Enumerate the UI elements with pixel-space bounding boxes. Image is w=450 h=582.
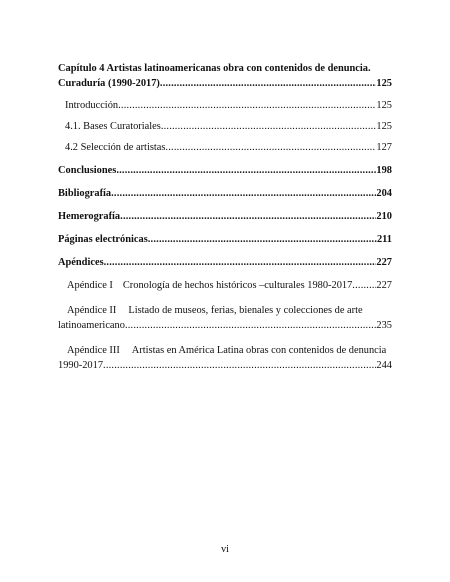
toc-leader-dots xyxy=(104,255,377,270)
toc-page-number: 125 xyxy=(376,100,392,111)
toc-chapter-4-title-line1: Capítulo 4 Artistas latinoamericanas obra con contenidos de denuncia. xyxy=(58,63,371,74)
toc-page-number: 204 xyxy=(376,188,392,199)
toc-page-number: 235 xyxy=(376,320,392,331)
toc-leader-dots xyxy=(352,278,376,293)
toc-entry-apendice-ii[interactable] xyxy=(58,303,392,333)
toc-entry-apendices[interactable] xyxy=(58,255,392,270)
toc-label: 4.2 Selección de artistas xyxy=(65,142,166,153)
toc-label: Conclusiones xyxy=(58,165,117,176)
toc-page-number: 227 xyxy=(376,280,392,291)
toc-label: 4.1. Bases Curatoriales xyxy=(65,121,161,132)
toc-label: Apéndices xyxy=(58,257,104,268)
toc-entry-introduccion[interactable] xyxy=(58,98,392,113)
toc-leader-dots xyxy=(120,209,376,224)
toc-page-number: 198 xyxy=(376,165,392,176)
toc-appendix-tag: Apéndice II xyxy=(67,305,117,316)
toc-appendix-tag: Apéndice I xyxy=(67,280,113,291)
toc-leader-dots xyxy=(118,98,376,113)
toc-page-number: 210 xyxy=(376,211,392,222)
toc-entry-hemerografia[interactable] xyxy=(58,209,392,224)
toc-page-number: 244 xyxy=(376,360,392,371)
page-footer-number: vi xyxy=(220,544,230,555)
toc-appendix-title: Listado de museos, ferias, bienales y colecciones de arte xyxy=(128,305,363,316)
toc-label: Bibliografía xyxy=(58,188,112,199)
toc-leader-dots xyxy=(165,140,376,155)
toc-entry-bases-curatoriales[interactable] xyxy=(58,119,392,134)
toc-leader-dots xyxy=(111,186,376,201)
table-of-contents xyxy=(58,61,392,373)
toc-page-number: 227 xyxy=(376,257,392,268)
toc-appendix-line1 xyxy=(58,343,392,358)
toc-entry-paginas-electronicas[interactable] xyxy=(58,232,392,247)
toc-entry-chapter-4[interactable] xyxy=(58,61,392,91)
toc-leader-dots xyxy=(116,163,376,178)
toc-label: Páginas electrónicas xyxy=(58,234,148,245)
toc-leader-dots xyxy=(161,119,377,134)
toc-entry-apendice-iii[interactable] xyxy=(58,343,392,373)
toc-entry-apendice-i[interactable] xyxy=(58,278,392,293)
toc-leader-dots xyxy=(103,358,376,373)
toc-page-number: 127 xyxy=(376,142,392,153)
toc-label xyxy=(67,278,352,293)
toc-appendix-title: Artistas en América Latina obras con contenidos de denuncia xyxy=(131,345,387,356)
toc-entry-seleccion-artistas[interactable] xyxy=(58,140,392,155)
toc-leader-dots xyxy=(148,232,377,247)
toc-chapter-4-title-line2: Curaduría (1990-2017) xyxy=(58,78,160,89)
toc-appendix-title-line2: 1990-2017 xyxy=(58,360,104,371)
toc-entry-conclusiones[interactable] xyxy=(58,163,392,178)
toc-page-number: 125 xyxy=(376,78,392,89)
toc-entry-bibliografia[interactable] xyxy=(58,186,392,201)
toc-appendix-tag: Apéndice III xyxy=(67,345,120,356)
toc-appendix-line1 xyxy=(58,303,392,318)
toc-appendix-title: Cronología de hechos históricos –culturales 1980-2017 xyxy=(122,280,353,291)
toc-page-number: 211 xyxy=(376,234,392,245)
toc-page-number: 125 xyxy=(376,121,392,132)
toc-appendix-title-line2: latinoamericano xyxy=(58,320,125,331)
toc-leader-dots xyxy=(125,318,376,333)
toc-label: Introducción xyxy=(65,100,119,111)
toc-label: Hemerografía xyxy=(58,211,121,222)
toc-leader-dots xyxy=(160,76,377,91)
